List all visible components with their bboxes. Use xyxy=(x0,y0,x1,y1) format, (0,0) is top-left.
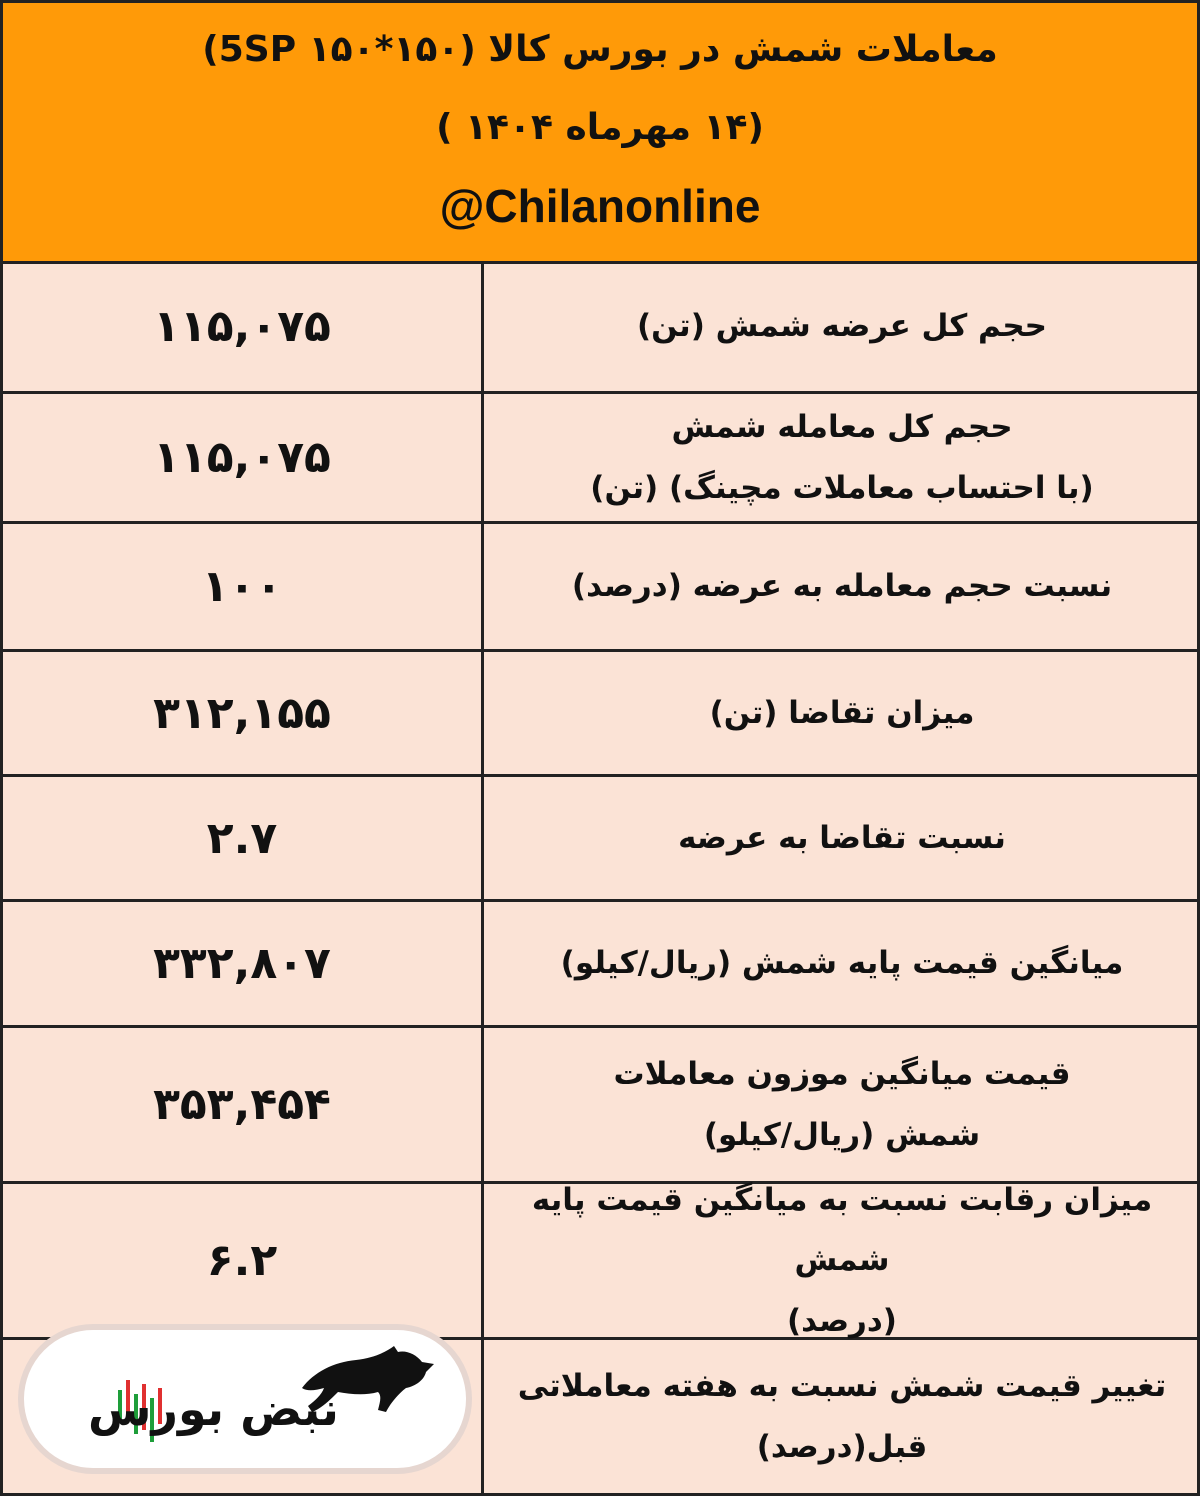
table-header xyxy=(3,3,1197,264)
row-label: نسبت تقاضا به عرضه xyxy=(678,819,1006,856)
row-label-text: میزان رقابت نسبت به میانگین قیمت پایه شمش (درصد) xyxy=(531,1181,1153,1339)
table-row xyxy=(3,902,1197,1028)
table-row xyxy=(3,777,1197,902)
row-label-text: حجم کل معامله شمش (با احتساب معاملات مچینگ) (تن) xyxy=(590,409,1094,506)
table-row xyxy=(3,261,1197,394)
row-value: ۱۱۵,۰۷۵ xyxy=(153,300,331,352)
row-value: ۲.۷ xyxy=(206,812,278,864)
table-row xyxy=(3,524,1197,652)
table-row xyxy=(3,1028,1197,1184)
row-label xyxy=(487,394,1197,521)
table-row xyxy=(3,394,1197,524)
brand-logo-text: نبض بورس xyxy=(88,1382,339,1436)
table-date: (۱۴ مهرماه ۱۴۰۴ ) xyxy=(436,107,764,148)
channel-handle: @Chilanonline xyxy=(439,180,761,232)
row-value: ۶.۲ xyxy=(206,1235,278,1286)
row-label xyxy=(487,1028,1197,1181)
table-title: معاملات شمش در بورس کالا (۱۵۰*۱۵۰ 5SP) xyxy=(202,29,998,70)
row-label: حجم کل عرضه شمش (تن) xyxy=(636,307,1048,344)
row-label-text: تغییر قیمت شمش نسبت به هفته معاملاتی قبل(درصد) xyxy=(517,1368,1167,1465)
table-row xyxy=(3,1181,1197,1340)
row-value: ۱۰۰ xyxy=(201,561,283,612)
row-value: ۳۳۲,۸۰۷ xyxy=(153,938,331,989)
row-label: نسبت حجم معامله به عرضه (درصد) xyxy=(571,568,1113,605)
row-label: میزان تقاضا (تن) xyxy=(709,694,975,731)
row-value: ۱۱۵,۰۷۵ xyxy=(153,432,331,483)
row-value: ۳۱۲,۱۵۵ xyxy=(153,687,331,739)
brand-logo xyxy=(18,1324,472,1474)
row-value: ۳۵۳,۴۵۴ xyxy=(153,1079,331,1130)
row-label: میانگین قیمت پایه شمش (ریال/کیلو) xyxy=(560,945,1124,982)
row-label xyxy=(487,1181,1197,1339)
row-label-text: قیمت میانگین موزون معاملات شمش (ریال/کیلو) xyxy=(613,1056,1071,1153)
row-label xyxy=(487,1340,1197,1493)
table-row xyxy=(3,652,1197,777)
